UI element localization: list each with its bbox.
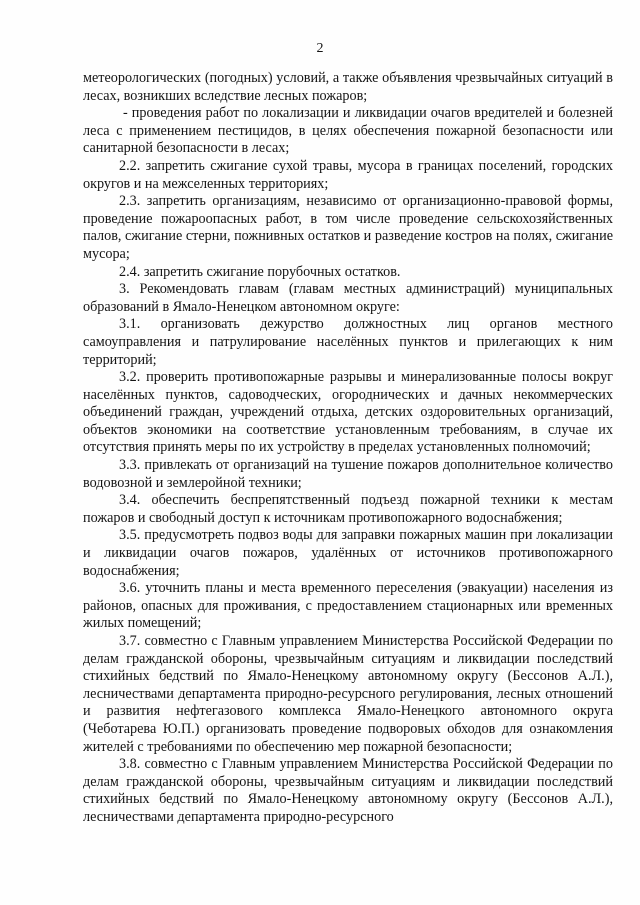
paragraph: 3.5. предусмотреть подвоз воды для заправки пожарных машин при локализации и ликвидации очагов пожаров, удалённых от источников противопожарного водоснабжения; [83,527,613,579]
paragraph: 2.3. запретить организациям, независимо от организационно-правовой формы, проведение пожароопасных работ, в том числе проведение сельскохозяйственных палов, сжигание стерни, пожнивных остатков и разведение костров на полях, сжигание мусора; [83,193,613,262]
paragraph: - проведения работ по локализации и ликвидации очагов вредителей и болезней леса с применением пестицидов, в целях обеспечения пожарной безопасности или санитарной безопасности в лесах; [83,105,613,157]
paragraph: метеорологических (погодных) условий, а также объявления чрезвычайных ситуаций в лесах, возникших вследствие лесных пожаров; [83,70,613,104]
page-number: 2 [316,41,324,56]
paragraph: 3.3. привлекать от организаций на тушение пожаров дополнительное количество водовозной и землеройной техники; [83,457,613,491]
paragraph: 3.2. проверить противопожарные разрывы и минерализованные полосы вокруг населённых пунктов, садоводческих, огороднических и дачных некоммерческих объединений граждан, учреждений отдыха, детских оздоровительных организаций, объектов экономики на соответствие установленным требованиям, в случае их отсутствия принять меры по их устройству в пределах установленных полномочий; [83,369,613,456]
paragraph: 3.7. совместно с Главным управлением Министерства Российской Федерации по делам гражданской обороны, чрезвычайным ситуациям и ликвидации последствий стихийных бедствий по Ямало-Ненецкому автономному округу (Бессонов А.Л.), лесничествами департамента природно-ресурсного регулирования, лесных отношений и развития нефтегазового комплекса Ямало-Ненецкого автономного округа (Чеботарева Ю.П.) организовать проведение подворовых обходов для ознакомления жителей с требованиями по обеспечению мер пожарной безопасности; [83,633,613,755]
paragraph: 2.2. запретить сжигание сухой травы, мусора в границах поселений, городских округов и на межселенных территориях; [83,157,613,192]
paragraph: 2.4. запретить сжигание порубочных остатков. [119,263,401,280]
paragraph: 3.1. организовать дежурство должностных лиц органов местного самоуправления и патрулирование населённых пунктов и прилегающих к ним территорий; [83,316,613,368]
paragraph: 3.4. обеспечить беспрепятственный подъезд пожарной техники к местам пожаров и свободный доступ к источникам противопожарного водоснабжения; [83,492,613,526]
document-body [83,70,613,827]
paragraph: 3. Рекомендовать главам (главам местных администраций) муниципальных образований в Ямало-Ненецком автономном округе: [83,281,613,315]
paragraph: 3.6. уточнить планы и места временного переселения (эвакуации) населения из районов, опасных для проживания, с предоставлением стационарных или временных жилых помещений; [83,580,613,632]
paragraph: 3.8. совместно с Главным управлением Министерства Российской Федерации по делам гражданской обороны, чрезвычайным ситуациям и ликвидации последствий стихийных бедствий по Ямало-Ненецкому автономному округу (Бессонов А.Л.), лесничествами департамента природно-ресурсного [83,756,613,825]
